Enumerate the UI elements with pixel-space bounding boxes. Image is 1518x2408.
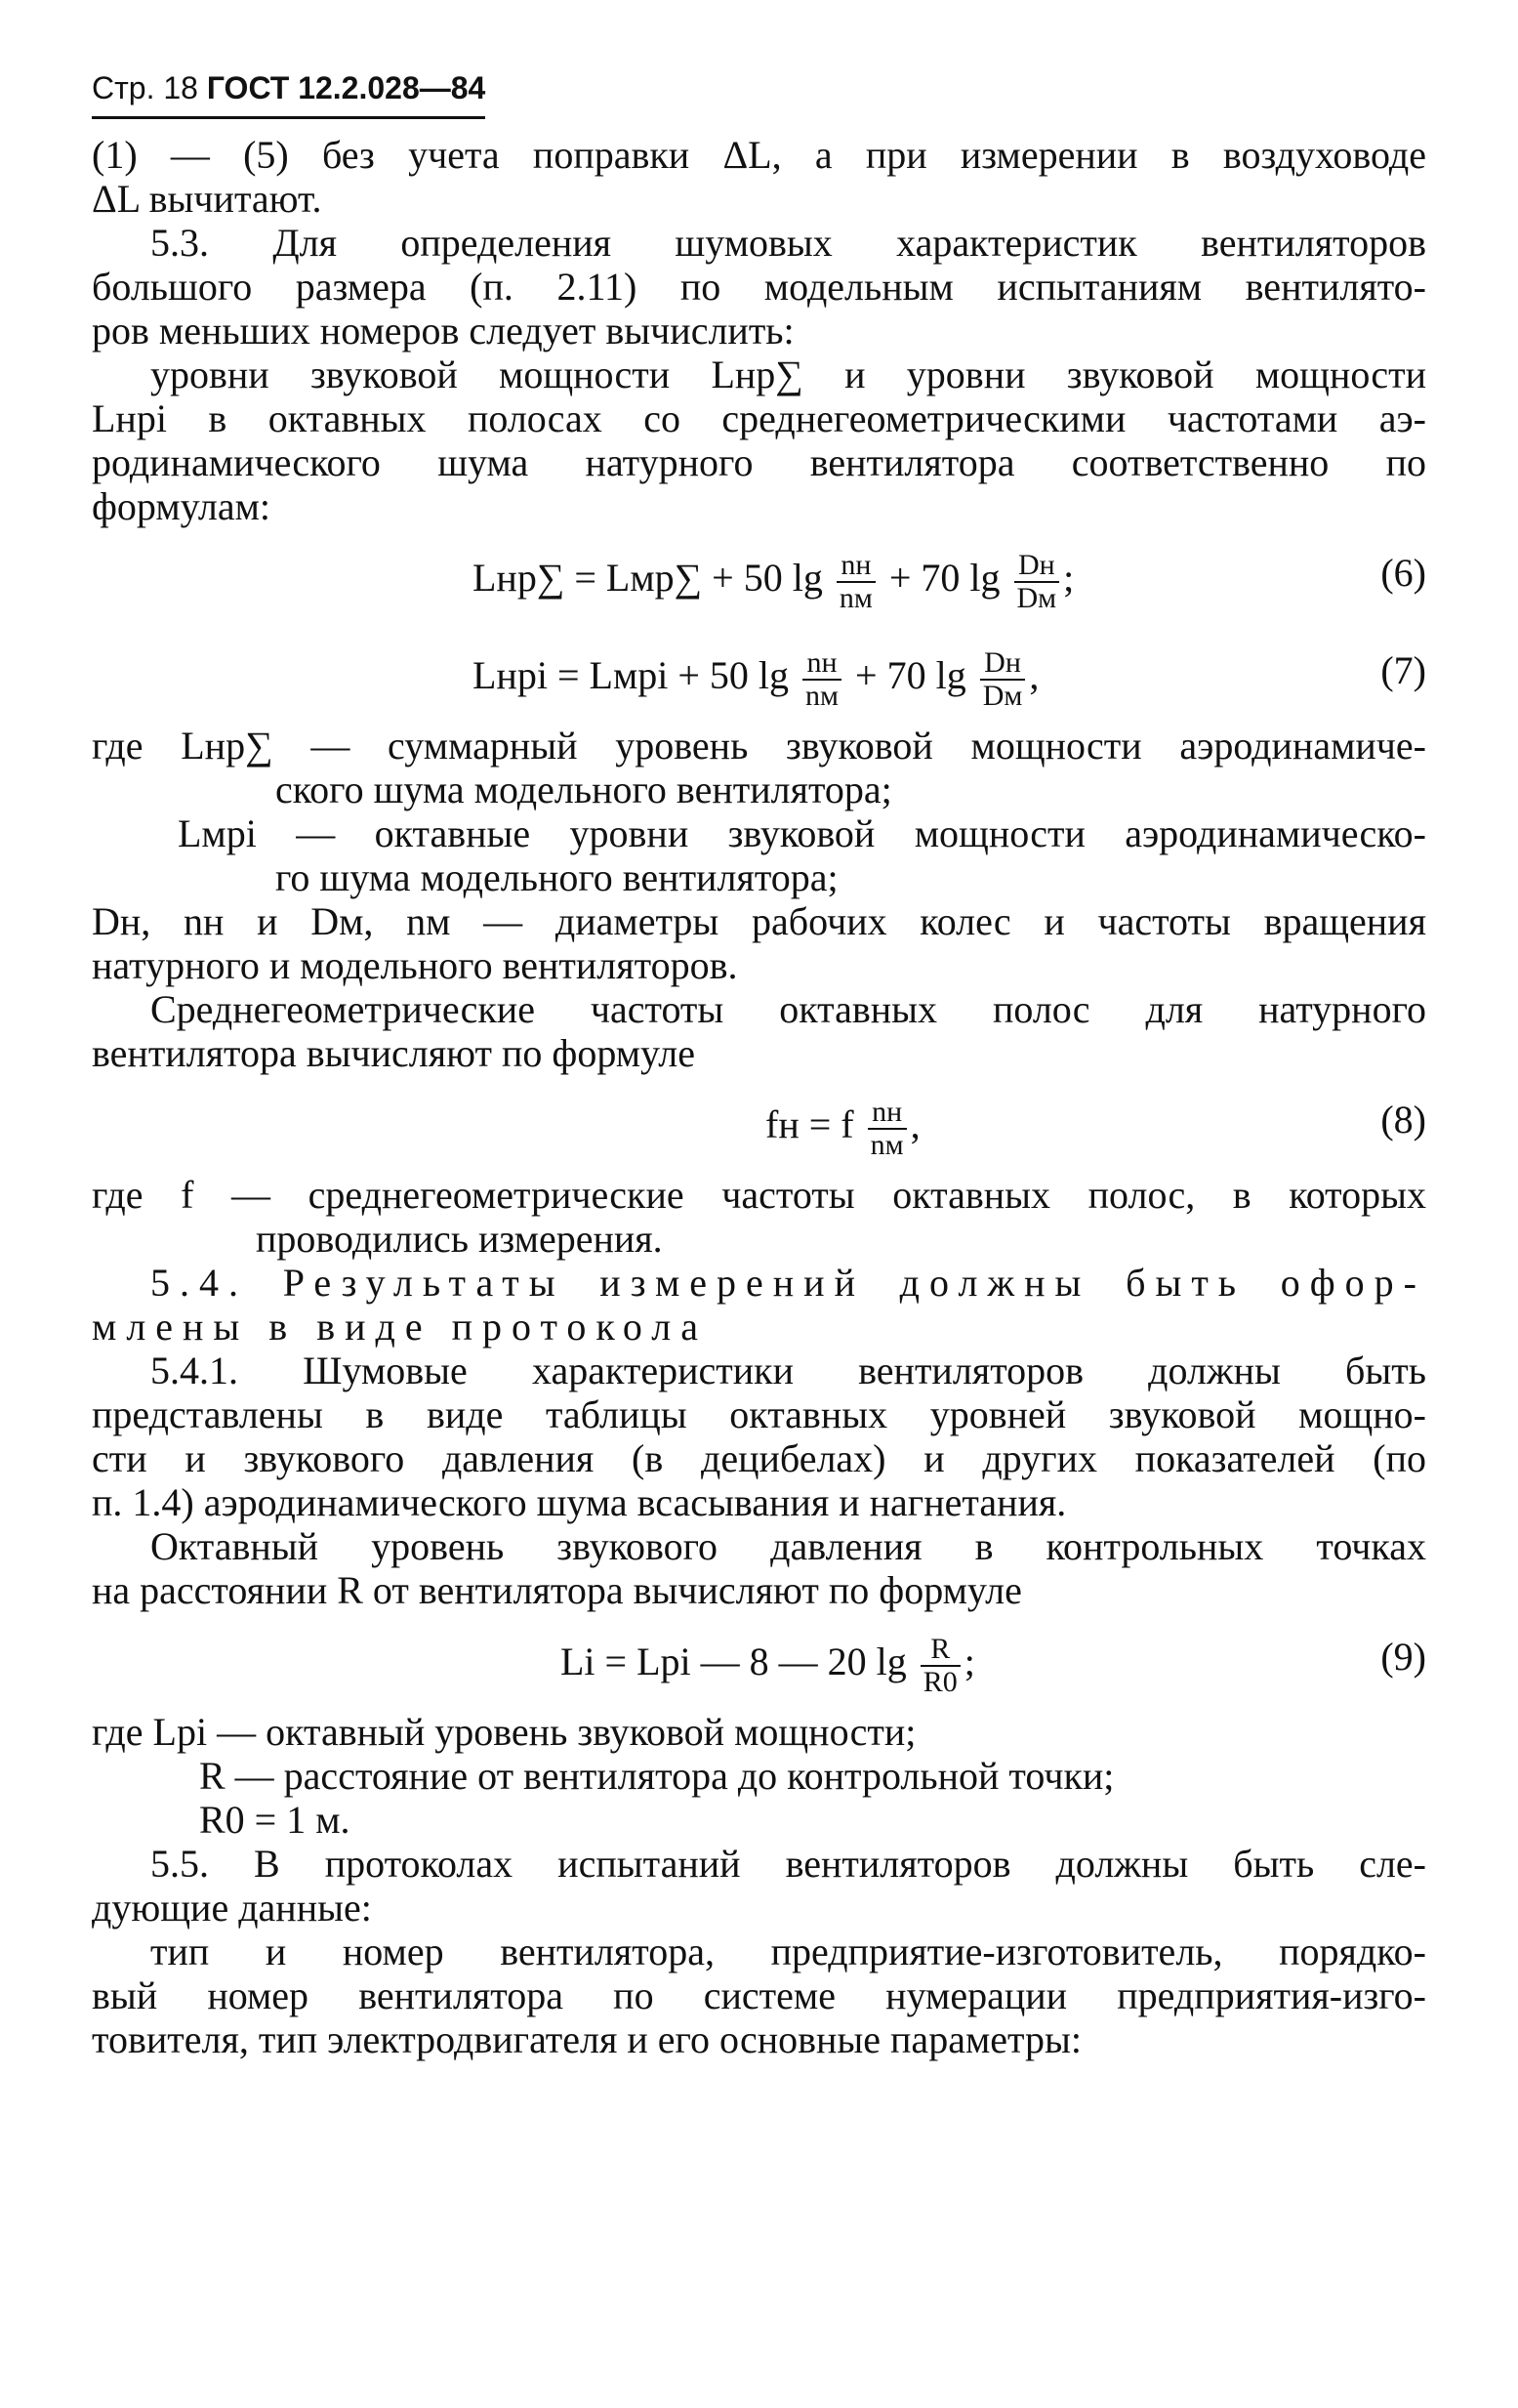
text-line: представлены в виде таблицы октавных уровней звуковой мощно- — [92, 1392, 1426, 1436]
text-line: Lнpi в октавных полосах со среднегеометрическими частотами аэ- — [92, 396, 1426, 440]
formula-tail: , — [1029, 653, 1040, 698]
formula-tail: , — [910, 1102, 921, 1147]
section-5-3-heading: 5.3. Для определения шумовых характеристик вентиляторов — [150, 221, 1426, 265]
definition-line: где f — среднегеометрические частоты октавных полос, в которых — [92, 1173, 1426, 1217]
formula-lhs: fн = f — [765, 1102, 854, 1147]
text-line: сти и звукового давления (в децибелах) и других показателей (по — [92, 1436, 1426, 1480]
formula-6 — [92, 528, 1426, 626]
text-line: на расстоянии R от вентилятора вычисляют по формуле — [92, 1568, 1022, 1612]
page-number: Стр. 18 — [92, 70, 198, 105]
formula-tail: ; — [1063, 556, 1075, 601]
text-line: родинамического шума натурного вентилятора соответственно по — [92, 440, 1426, 484]
text-line: вый номер вентилятора по системе нумерации предприятия-изго- — [92, 1973, 1426, 2017]
definition-line: где Lpi — октавный уровень звуковой мощности; — [92, 1710, 917, 1754]
text-line: большого размера (п. 2.11) по модельным испытаниям вентилято- — [92, 265, 1426, 309]
formula-8 — [92, 1075, 1426, 1173]
text-line: 5.4.1. Шумовые характеристики вентиляторов должны быть — [150, 1349, 1426, 1392]
text-line: ров меньших номеров следует вычислить: — [92, 309, 795, 353]
formula-lhs: Li = Lpi — 8 — 20 lg — [560, 1640, 907, 1684]
fraction: $\frac{nн}{nм}$ — [802, 647, 841, 712]
fraction: $\frac{Dн}{Dм}$ — [980, 647, 1026, 712]
text-line: тип и номер вентилятора, предприятие-изготовитель, порядко- — [150, 1930, 1426, 1973]
page-header — [92, 70, 485, 119]
definition-line: R0 = 1 м. — [199, 1798, 350, 1842]
text-line: Среднегеометрические частоты октавных полос для натурного — [150, 987, 1426, 1031]
text-line: дующие данные: — [92, 1886, 372, 1930]
formula-mid: + 70 lg — [888, 556, 1001, 601]
text-line: п. 1.4) аэродинамического шума всасывания и нагнетания. — [92, 1480, 1067, 1524]
text-line: ΔL вычитают. — [92, 177, 322, 221]
fraction: $\frac{nн}{nм}$ — [837, 550, 876, 614]
definition-line: R — расстояние от вентилятора до контрольной точки; — [199, 1754, 1115, 1798]
definition-line: где Lнр∑ — суммарный уровень звуковой мощности аэродинамиче- — [92, 724, 1426, 768]
text-line: вентилятора вычисляют по формуле — [92, 1031, 695, 1075]
text-line: (1) — (5) без учета поправки ΔL, а при измерении в воздуховоде — [92, 133, 1426, 177]
text-line: товителя, тип электродвигателя и его основные параметры: — [92, 2017, 1082, 2061]
fraction: $\frac{R}{R0}$ — [921, 1634, 961, 1698]
text-line: формулам: — [92, 484, 271, 528]
formula-number: (8) — [1380, 1098, 1426, 1142]
formula-lhs: Lнpi = Lмpi + 50 lg — [472, 653, 790, 698]
formula-tail: ; — [964, 1640, 975, 1684]
section-5-4-heading: 5.4. Результаты измерений должны быть офор- — [150, 1261, 1426, 1305]
fraction: $\frac{nн}{nм}$ — [868, 1097, 907, 1161]
definition-line: проводились измерения. — [256, 1217, 663, 1261]
fraction: $\frac{Dн}{Dм}$ — [1014, 550, 1060, 614]
definition-line: го шума модельного вентилятора; — [275, 855, 839, 899]
formula-number: (6) — [1380, 551, 1426, 595]
formula-7 — [92, 626, 1426, 724]
section-5-4-heading: млены в виде протокола — [92, 1305, 709, 1349]
definition-line: Dн, nн и Dм, nм — диаметры рабочих колес и частоты вращения — [92, 899, 1426, 943]
definition-line: натурного и модельного вентиляторов. — [92, 943, 738, 987]
standard-code: ГОСТ 12.2.028—84 — [206, 70, 486, 105]
formula-mid: + 70 lg — [855, 653, 966, 698]
formula-lhs: Lнр∑ = Lмр∑ + 50 lg — [472, 556, 823, 601]
section-5-5-heading: 5.5. В протоколах испытаний вентиляторов должны быть сле- — [150, 1842, 1426, 1886]
formula-9 — [92, 1612, 1426, 1710]
text-line: уровни звуковой мощности Lнр∑ и уровни звуковой мощности — [150, 353, 1426, 396]
formula-number: (9) — [1380, 1635, 1426, 1679]
formula-number: (7) — [1380, 648, 1426, 692]
definition-line: ского шума модельного вентилятора; — [275, 768, 892, 811]
definition-line: Lмpi — октавные уровни звуковой мощности аэродинамическо- — [178, 811, 1426, 855]
text-line: Октавный уровень звукового давления в контрольных точках — [150, 1524, 1426, 1568]
